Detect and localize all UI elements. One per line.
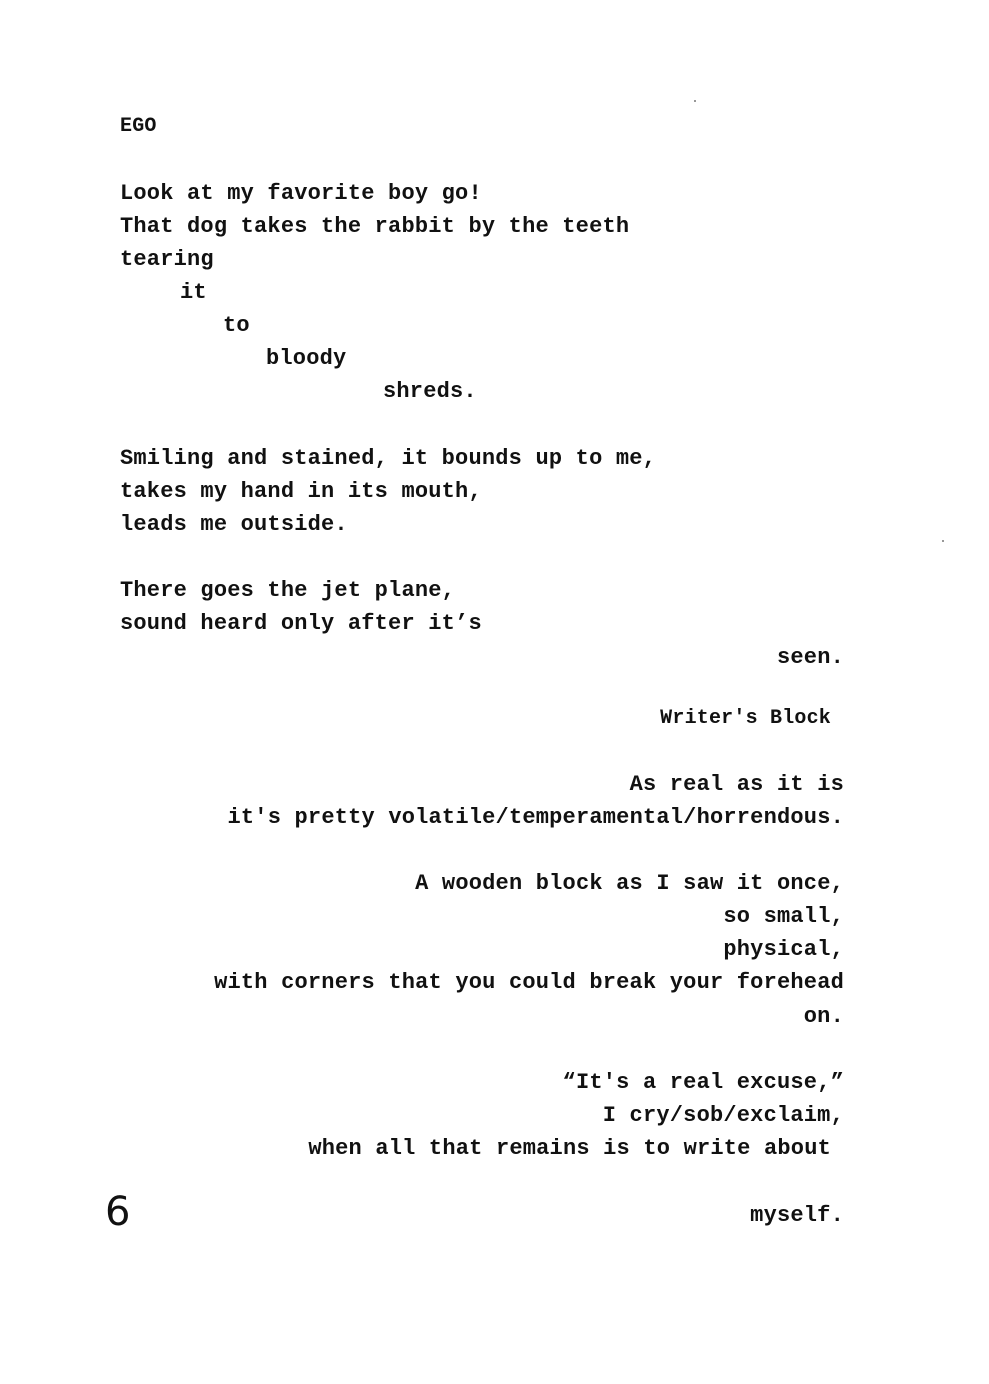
scan-speck <box>942 540 944 542</box>
scan-speck <box>694 100 696 102</box>
poem-line: when all that remains is to write about <box>308 1136 831 1161</box>
poem-line: Look at my favorite boy go! <box>120 181 482 206</box>
poem-line: As real as it is <box>629 772 844 797</box>
poem-line: That dog takes the rabbit by the teeth <box>120 214 630 239</box>
poem-line: Smiling and stained, it bounds up to me, <box>120 446 657 471</box>
poem-title-ego: EGO <box>120 115 157 138</box>
poem-line: There goes the jet plane, <box>120 578 456 603</box>
poem-line: bloody <box>266 346 347 371</box>
poem-line: “It's a real excuse,” <box>562 1070 844 1095</box>
poem-line: so small, <box>723 904 844 929</box>
poem-line: to <box>223 313 250 338</box>
poem-line: myself. <box>750 1203 844 1228</box>
poem-line: shreds. <box>383 379 477 404</box>
poem-line: sound heard only after it’s <box>120 611 482 636</box>
poem-line: with corners that you could break your forehead <box>214 970 844 995</box>
poem-line: on. <box>803 1004 844 1029</box>
poem-line: leads me outside. <box>120 512 348 537</box>
poem-line: seen. <box>776 645 844 670</box>
poem-line: A wooden block as I saw it once, <box>415 871 844 896</box>
poem-title-writers-block: Writer's Block <box>660 707 831 730</box>
poem-line: it's pretty volatile/temperamental/horrendous. <box>227 805 844 830</box>
poem-line: physical, <box>723 937 844 962</box>
poem-line: it <box>180 280 207 305</box>
poem-line: tearing <box>120 247 214 272</box>
poem-line: takes my hand in its mouth, <box>120 479 482 504</box>
poem-line: I cry/sob/exclaim, <box>602 1103 844 1128</box>
page-number: 6 <box>105 1189 131 1235</box>
